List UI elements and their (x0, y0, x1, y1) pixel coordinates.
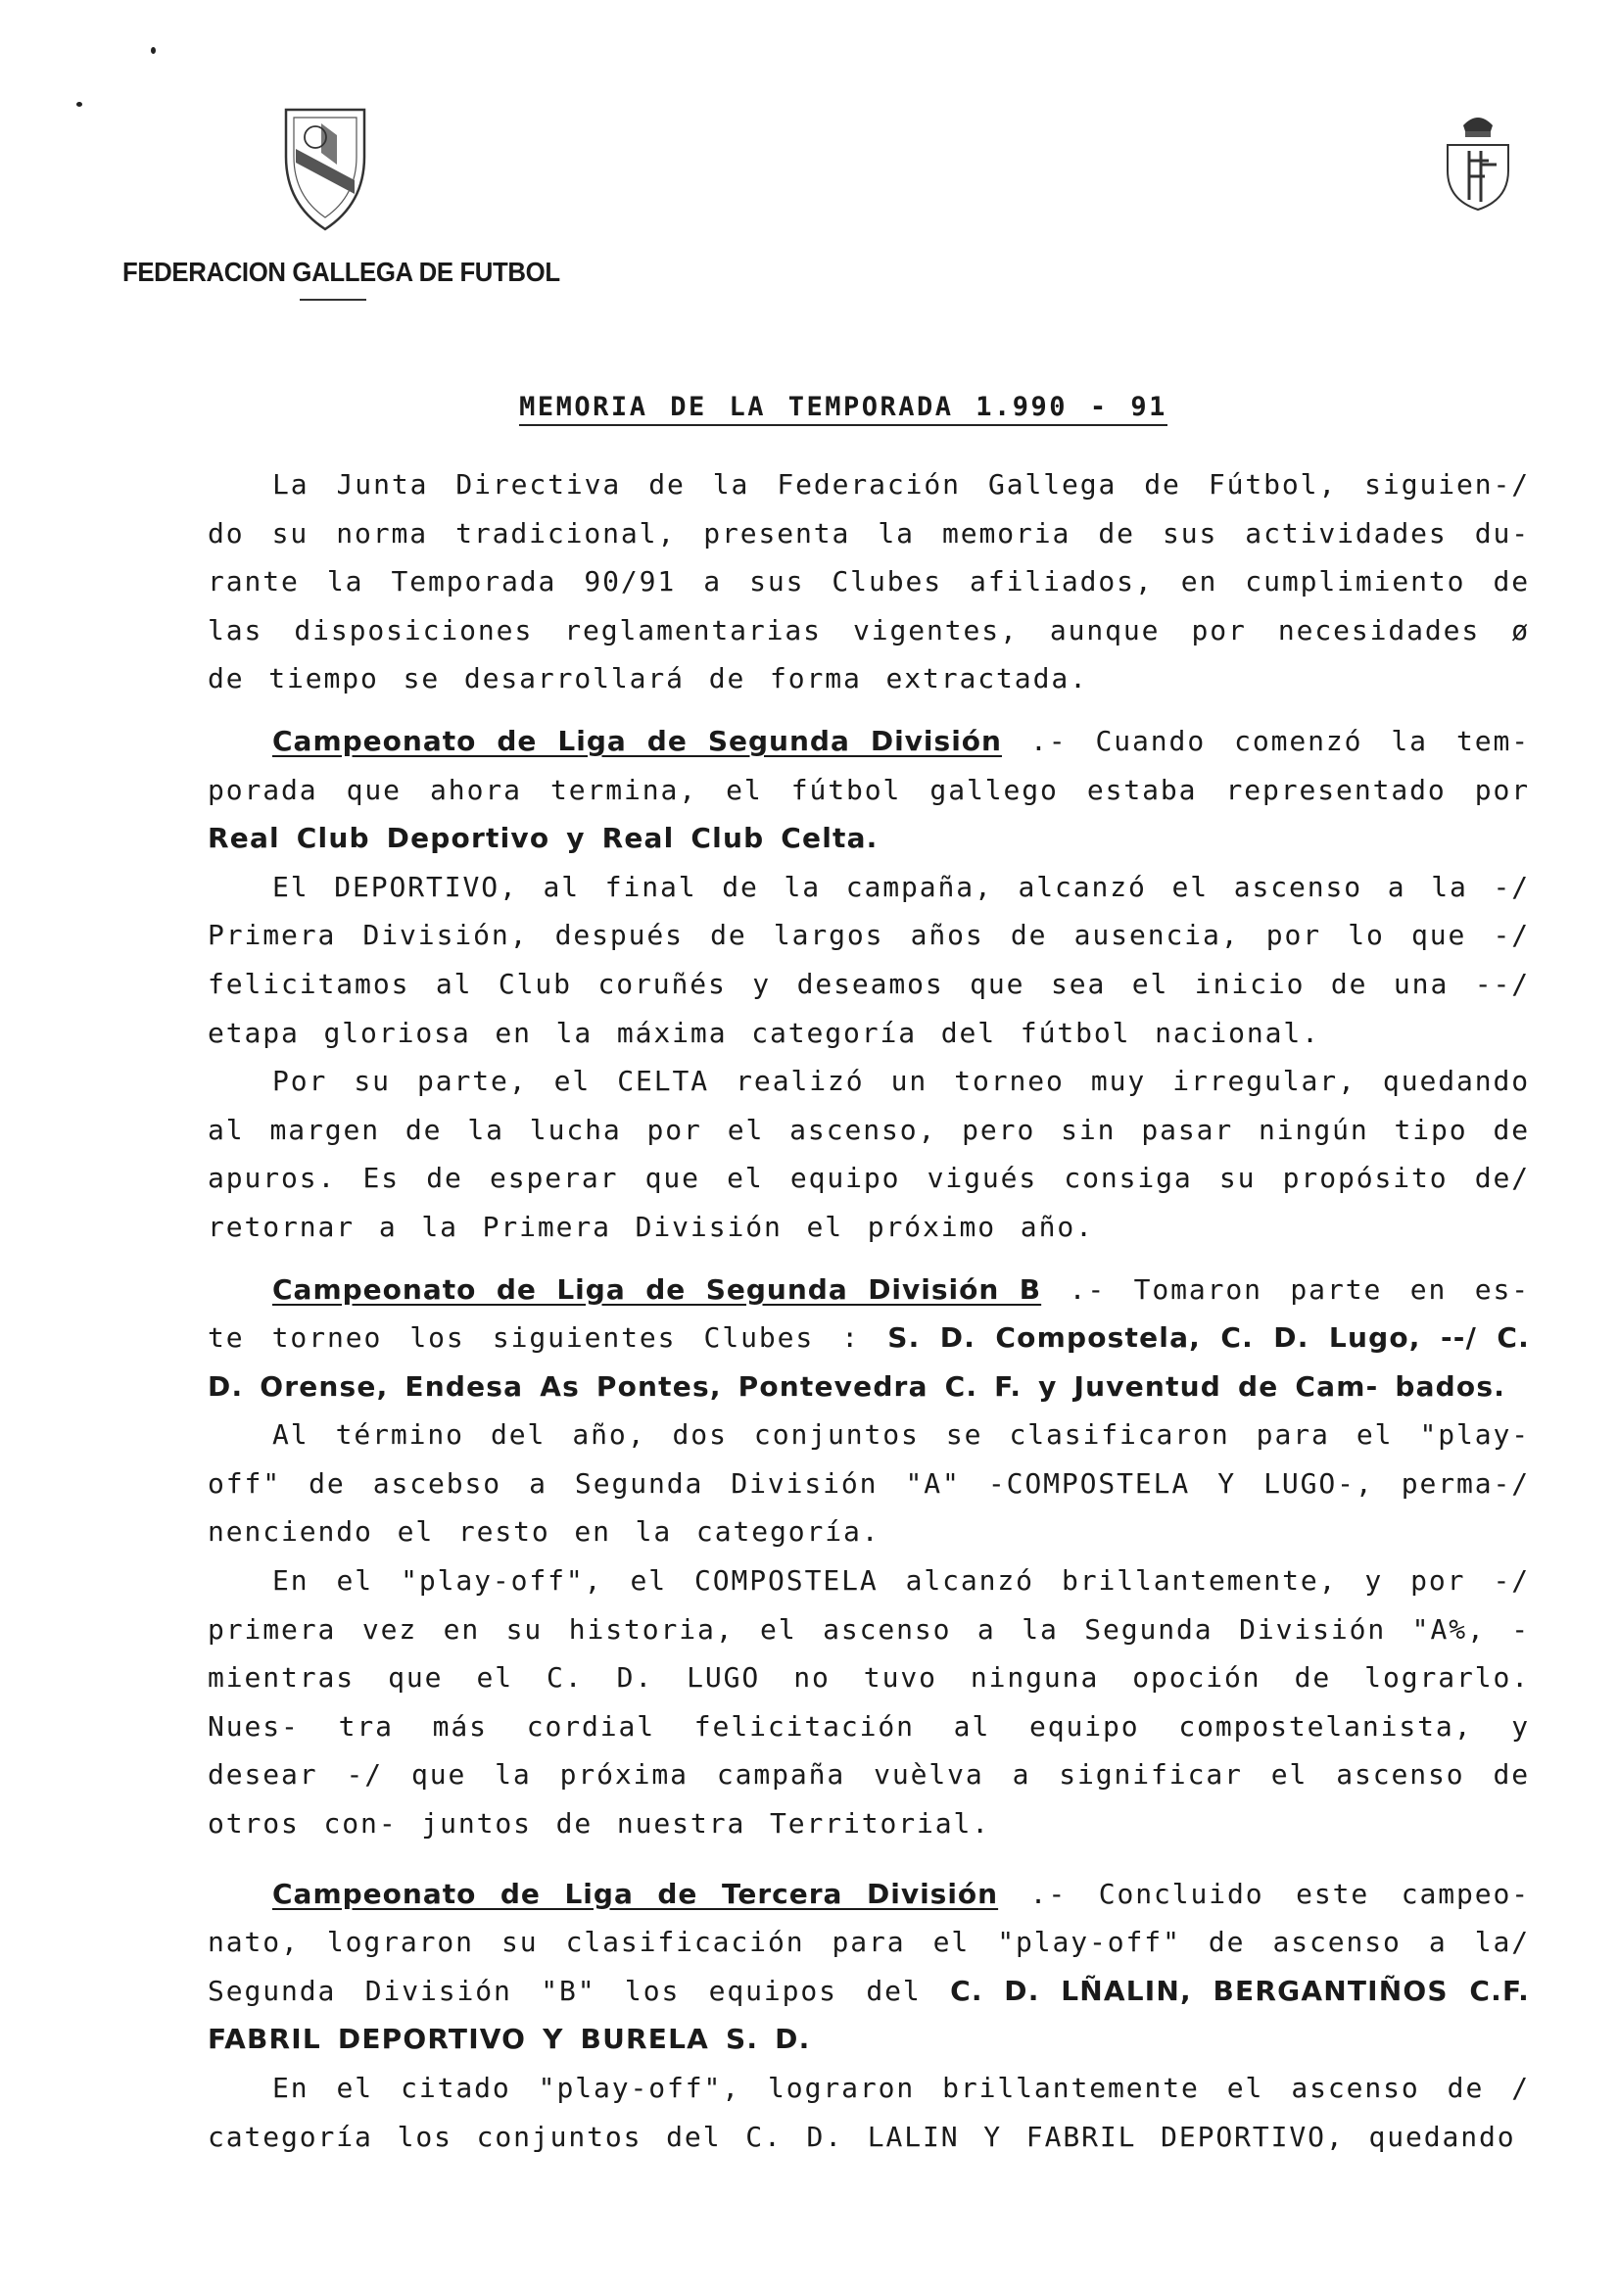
page-title (0, 392, 1618, 422)
celta-paragraph: Por su parte, el CELTA realizó un torneo muy irregular, quedando al margen de la lucha por el ascenso, pero sin pasar ningún tipo de apuros. Es de esperar que el equipo vigués consiga su propósito de/ retornar a la Primera División el próximo año. (208, 1065, 1530, 1243)
ink-speck (151, 47, 156, 54)
title-text: MEMORIA DE LA TEMPORADA 1.990 - 91 (519, 392, 1167, 426)
third-division-playoff-paragraph: En el citado "play-off", lograron brillantemente el ascenso de / categoría los conjuntos del C. D. LALIN Y FABRIL DEPORTIVO, quedando (208, 2072, 1530, 2153)
federation-name: FEDERACION GALLEGA DE FUTBOL (122, 257, 560, 287)
section-bold-text: C. D. LÑALIN, BERGANTIÑOS C.F. FABRIL DEPORTIVO Y BURELA S. D. (208, 1974, 1531, 2056)
section-text: .- Cuando comenzó la tem- porada que ahora termina, el fútbol gallego estaba representado por (208, 724, 1530, 806)
federation-crest-icon (282, 106, 368, 233)
playoff-qualification-paragraph: Al término del año, dos conjuntos se clasificaron para el "play- off" de ascebso a Segunda División "A" -COMPOSTELA Y LUGO-, perma-/ nenciendo el resto en la categoría. (208, 1418, 1530, 1549)
intro-paragraph: La Junta Directiva de la Federación Gallega de Fútbol, siguien-/ do su norma tradicional, presenta la memoria de sus actividades du- rante la Temporada 90/91 a sus Clubes afiliados, en cumplimiento de las disposiciones reglamentarias vigentes, aunque por necesidades ø de tiempo se desarrollará de forma extractada. (208, 468, 1530, 695)
compostela-paragraph: En el "play-off", el COMPOSTELA alcanzó brillantemente, y por -/ primera vez en su historia, el ascenso a la Segunda División "A%, - mientras que el C. D. LUGO no tuvo ninguna opoción de lograrlo. Nues- tra más cordial felicitación al equipo compostelanista, y desear -/ que la próxima campaña vuèlva a significar el ascenso de otros con- juntos de nuestra Territorial. (208, 1564, 1530, 1841)
third-division-section (208, 1870, 1530, 2064)
section-bold-text: Real Club Deportivo y Real Club Celta. (208, 822, 879, 855)
body-text (208, 460, 1530, 2161)
section-heading: Campeonato de Liga de Segunda División B (272, 1272, 1042, 1306)
section-heading: Campeonato de Liga de Tercera División (272, 1877, 999, 1910)
royal-federation-crest-icon (1440, 106, 1516, 212)
second-division-b-section (208, 1266, 1530, 1411)
section-bold-text: S. D. Compostela, C. D. Lugo, --/ C. D. Orense, Endesa As Pontes, Pontevedra C. F. y Juventud de Cam- bados. (208, 1321, 1530, 1403)
header-rule (300, 299, 366, 301)
deportivo-paragraph: El DEPORTIVO, al final de la campaña, alcanzó el ascenso a la -/ Primera División, después de largos años de ausencia, por lo que -/ felicitamos al Club coruñés y deseamos que sea el inicio de una --/ etapa gloriosa en la máxima categoría del fútbol nacional. (208, 870, 1530, 1049)
section-text: .- Concluido este campeo- nato, lograron su clasificación para el "play-off" de ascenso a la/ Segunda División "B" los equipos del (208, 1877, 1530, 2007)
section-heading: Campeonato de Liga de Segunda División (272, 724, 1002, 757)
ink-speck (76, 102, 82, 107)
second-division-section (208, 717, 1530, 863)
section-text: .- Tomaron parte en es- te torneo los siguientes Clubes : (208, 1272, 1530, 1355)
